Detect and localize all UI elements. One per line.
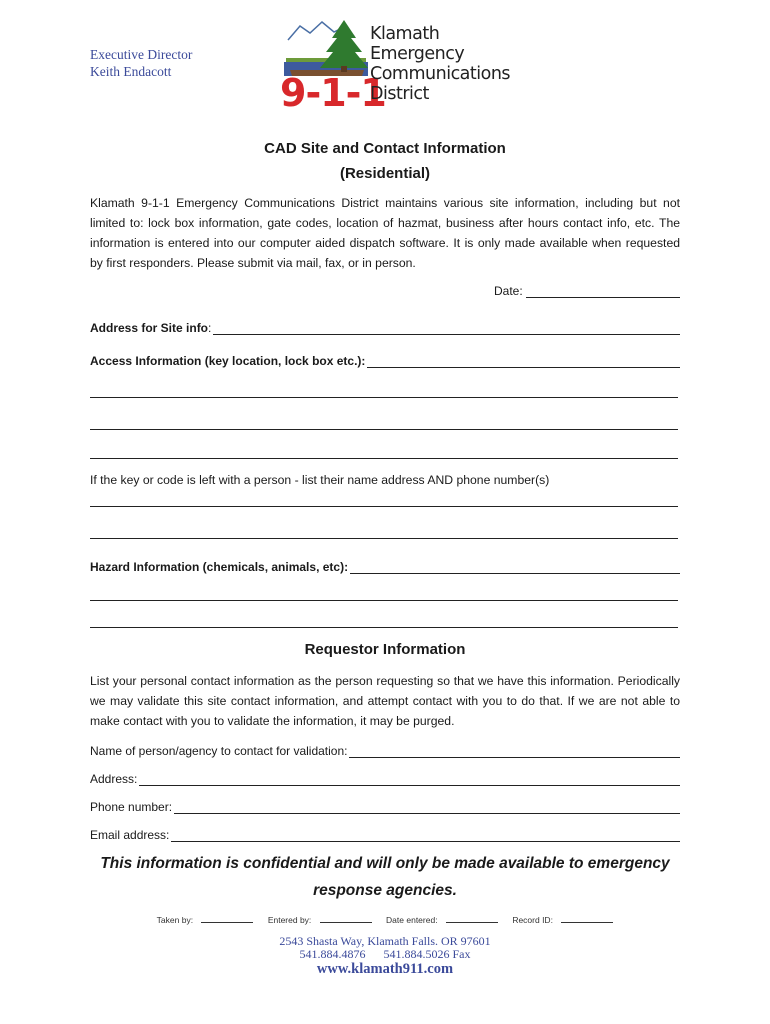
page-subtitle: (Residential): [339, 165, 430, 182]
access-info-line[interactable]: [90, 397, 678, 398]
access-info-field[interactable]: [90, 350, 680, 368]
date-label: Date:: [494, 284, 523, 298]
district-address: 2543 Shasta Way, Klamath Falls. OR 97601: [279, 934, 491, 948]
hazard-info-blank[interactable]: [350, 560, 680, 574]
key-holder-line[interactable]: [90, 538, 678, 539]
hazard-info-label: Hazard Information (chemicals, animals, etc):: [90, 560, 349, 574]
office-use-row: [0, 914, 770, 925]
validation-contact-blank[interactable]: [349, 744, 680, 758]
hazard-info-line[interactable]: [90, 627, 678, 628]
key-holder-line[interactable]: [90, 506, 678, 507]
logo-line: Communications: [370, 64, 511, 84]
entered-by-blank[interactable]: [320, 914, 372, 923]
phone-number-blank[interactable]: [174, 800, 680, 814]
validation-contact-field[interactable]: [90, 740, 680, 758]
email-address-field[interactable]: [90, 824, 680, 842]
access-info-line[interactable]: [90, 458, 678, 459]
taken-by-blank[interactable]: [201, 914, 253, 923]
access-info-blank[interactable]: [367, 354, 680, 368]
requestor-heading: Requestor Information: [304, 641, 466, 658]
phone-number-field[interactable]: [90, 796, 680, 814]
key-holder-note: If the key or code is left with a person - list their name address AND phone number(s): [90, 473, 550, 487]
district-logo: [278, 18, 511, 118]
access-info-line[interactable]: [90, 429, 678, 430]
requestor-address-label: Address:: [90, 772, 138, 786]
date-field[interactable]: [494, 284, 680, 298]
site-address-label: Address for Site info: [90, 321, 209, 335]
intro-paragraph: Klamath 9-1-1 Emergency Communications District maintains various site information, including but not limited to: lock box information, gate codes, location of hazmat, business after hours contact info, etc. The information is entered into our computer aided dispatch software. It is only made available when requested by first responders. Please submit via mail, fax, or in person.: [90, 196, 680, 270]
date-entered-label: Date entered:: [386, 915, 438, 925]
page-title: CAD Site and Contact Information: [264, 140, 506, 157]
validation-contact-label: Name of person/agency to contact for validation:: [90, 744, 348, 758]
site-address-field[interactable]: Address for Site info:: [90, 317, 680, 335]
date-entered-blank[interactable]: [446, 914, 498, 923]
district-phones: 541.884.4876 541.884.5026 Fax: [299, 947, 471, 961]
hazard-info-field[interactable]: [90, 556, 680, 574]
requestor-paragraph: List your personal contact information as the person requesting so that we have this information. Periodically we may validate this site contact information, and attempt contact with you to do that. If we are not able to make contact with you to validate the information, it may be purged.: [90, 674, 680, 728]
logo-line: Emergency: [370, 44, 465, 64]
district-website-link[interactable]: www.klamath911.com: [316, 961, 454, 977]
date-blank[interactable]: [526, 285, 680, 298]
requestor-address-field[interactable]: [90, 768, 680, 786]
entered-by-label: Entered by:: [267, 915, 312, 925]
executive-director-block: [90, 46, 192, 80]
phone-number-label: Phone number:: [90, 800, 173, 814]
executive-director-title: Executive Director: [90, 47, 193, 62]
logo-line: Klamath: [370, 24, 440, 44]
requestor-address-blank[interactable]: [139, 772, 680, 786]
access-info-label: Access Information (key location, lock box etc.):: [90, 354, 366, 368]
logo-wordmark: [370, 24, 510, 104]
site-address-blank[interactable]: [213, 321, 680, 335]
logo-line: District: [370, 84, 429, 104]
email-address-label: Email address:: [90, 828, 170, 842]
executive-director-name: Keith Endacott: [90, 64, 172, 79]
hazard-info-line[interactable]: [90, 600, 678, 601]
confidentiality-notice: This information is confidential and will only be made available to emergency response agencies.: [100, 855, 670, 899]
record-id-blank[interactable]: [561, 914, 613, 923]
logo-number: 9-1-1: [280, 71, 386, 115]
taken-by-label: Taken by:: [156, 915, 194, 925]
record-id-label: Record ID:: [512, 915, 553, 925]
email-address-blank[interactable]: [171, 828, 680, 842]
